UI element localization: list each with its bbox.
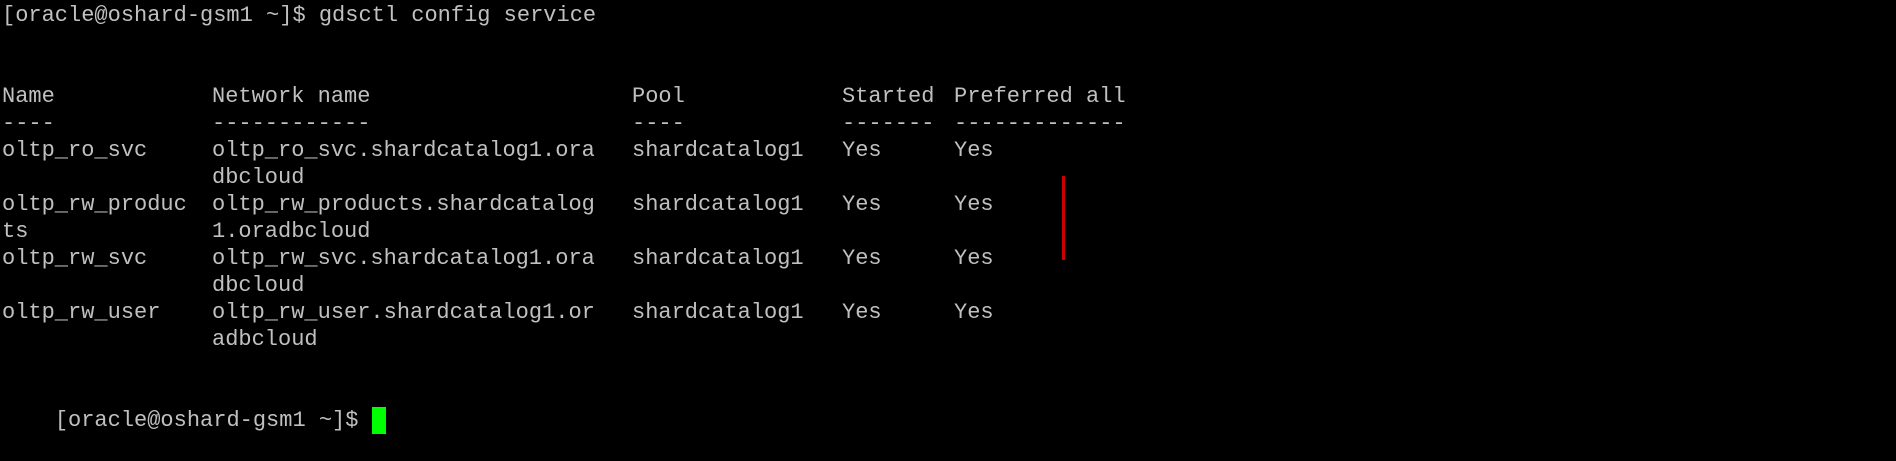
cell-network-name: oltp_rw_user.shardcatalog1.or <box>212 300 595 325</box>
header-network-name: Network name <box>212 84 371 109</box>
cell-pool: shardcatalog1 <box>632 138 804 163</box>
cell-preferred-all: Yes <box>954 246 994 271</box>
cell-network-name: 1.oradbcloud <box>212 219 371 244</box>
cell-started: Yes <box>842 300 882 325</box>
cell-network-name: dbcloud <box>212 165 305 190</box>
cell-network-name: dbcloud <box>212 273 305 298</box>
cell-name: oltp_rw_user <box>2 300 161 325</box>
cell-name: ts <box>2 219 29 244</box>
command-line: [oracle@oshard-gsm1 ~]$ gdsctl config service <box>2 3 597 28</box>
cursor-block <box>372 407 386 434</box>
cell-pool: shardcatalog1 <box>632 300 804 325</box>
prompt-text: [oracle@oshard-gsm1 ~]$ <box>54 408 372 433</box>
cell-started: Yes <box>842 192 882 217</box>
header-pool: Pool <box>632 84 685 109</box>
cell-name: oltp_ro_svc <box>2 138 148 163</box>
header-started: Started <box>842 84 935 109</box>
cell-pool: shardcatalog1 <box>632 192 804 217</box>
cell-network-name: oltp_ro_svc.shardcatalog1.ora <box>212 138 595 163</box>
cell-started: Yes <box>842 138 882 163</box>
shell-prompt[interactable] <box>2 380 386 433</box>
red-annotation-line <box>1062 176 1065 260</box>
header-preferred-all: Preferred all <box>954 84 1126 109</box>
cell-name: oltp_rw_svc <box>2 246 148 271</box>
header-name: Name <box>2 84 55 109</box>
cell-preferred-all: Yes <box>954 300 994 325</box>
cell-preferred-all: Yes <box>954 138 994 163</box>
cell-network-name: oltp_rw_products.shardcatalog <box>212 192 595 217</box>
separator-started: ------- <box>842 111 935 136</box>
cell-network-name: adbcloud <box>212 327 318 352</box>
cell-network-name: oltp_rw_svc.shardcatalog1.ora <box>212 246 595 271</box>
separator-preferred-all: ------------- <box>954 111 1126 136</box>
cell-pool: shardcatalog1 <box>632 246 804 271</box>
separator-pool: ---- <box>632 111 685 136</box>
separator-network-name: ------------ <box>212 111 371 136</box>
separator-name: ---- <box>2 111 55 136</box>
cell-preferred-all: Yes <box>954 192 994 217</box>
cell-name: oltp_rw_produc <box>2 192 187 217</box>
cell-started: Yes <box>842 246 882 271</box>
